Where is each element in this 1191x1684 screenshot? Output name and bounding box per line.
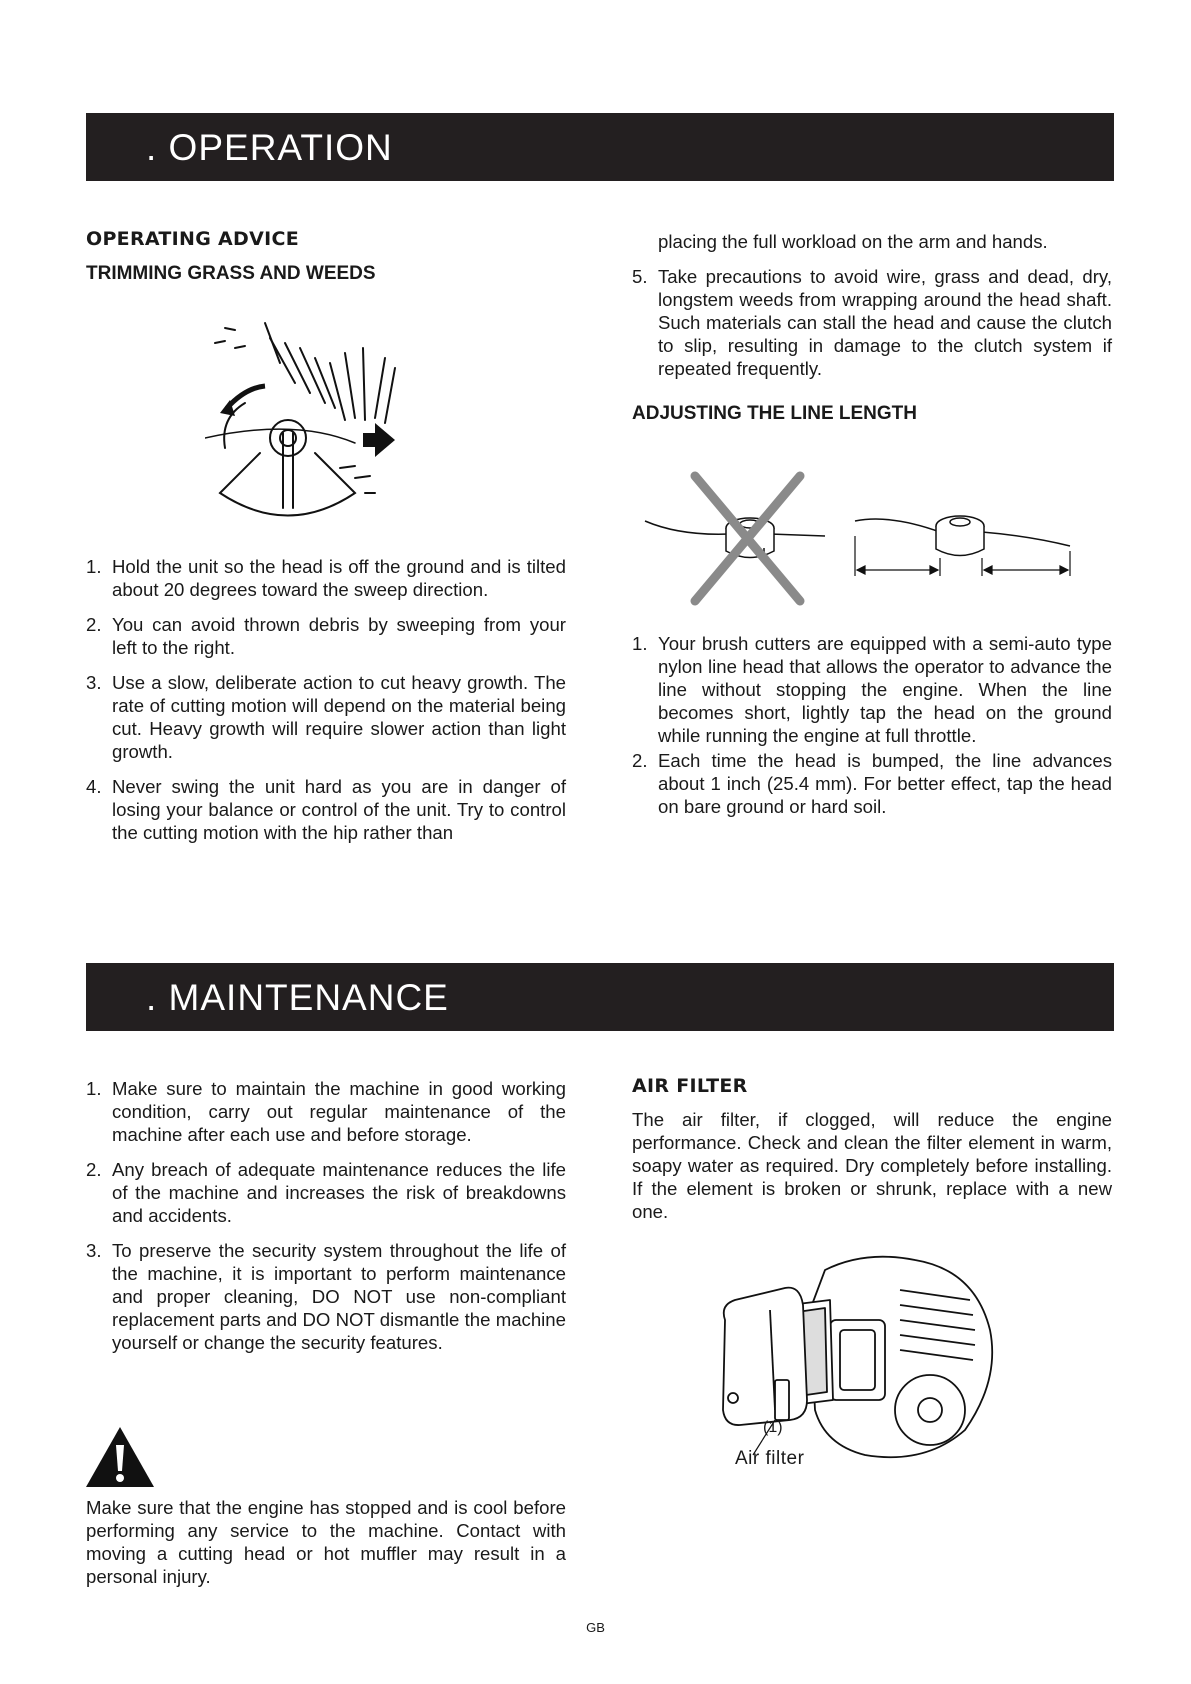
air-filter-illustration	[715, 1250, 1005, 1470]
line-length-list	[632, 632, 1112, 818]
warning-paragraph: Make sure that the engine has stopped and is cool before performing any service to the machine. Contact with moving a cutting head or hot muffler may result in a personal injury.	[86, 1497, 566, 1587]
list-item: 1. Your brush cutters are equipped with a semi-auto type nylon line head that allows the operator to advance the line without stopping the engine. When the line becomes short, lightly tap the head on the ground while running the engine at full throttle.	[632, 633, 1112, 746]
operation-left-list	[86, 555, 566, 844]
maintenance-title: . MAINTENANCE	[146, 977, 449, 1018]
page-footer: GB	[586, 1620, 605, 1635]
list-item: 4. Never swing the unit hard as you are in danger of losing your balance or control of the unit. Try to control the cutting motion with the hip rather than	[86, 776, 566, 843]
list-item: 1. Make sure to maintain the machine in good working condition, carry out regular maintenance of the machine after each use and before storage.	[86, 1078, 566, 1145]
list-item: 2. Each time the head is bumped, the line advances about 1 inch (25.4 mm). For better effect, tap the head on bare ground or hard soil.	[632, 750, 1112, 817]
operating-advice-heading: OPERATING ADVICE	[86, 228, 300, 250]
operation-section-bar	[86, 113, 1114, 181]
maintenance-right-column	[632, 1075, 1112, 1223]
operation-title: . OPERATION	[146, 127, 393, 168]
air-filter-heading: AIR FILTER	[632, 1075, 748, 1097]
line-length-illustration	[640, 466, 1080, 616]
figure-label: Air filter	[735, 1448, 805, 1469]
list-item: 3. Use a slow, deliberate action to cut heavy growth. The rate of cutting motion will depend on the material being cut. Heavy growth will require slower action than light growth.	[86, 672, 566, 762]
trimming-heading: TRIMMING GRASS AND WEEDS	[86, 263, 376, 284]
list-item: 1. Hold the unit so the head is off the ground and is tilted about 20 degrees toward the sweep direction.	[86, 556, 566, 600]
operation-right-column	[632, 230, 1112, 425]
maintenance-left-column	[86, 1077, 566, 1354]
trimming-illustration	[205, 308, 435, 533]
operation-left-column	[86, 228, 566, 285]
warning-icon	[84, 1425, 156, 1489]
figure-callout: (1)	[763, 1419, 783, 1436]
list-item: 3. To preserve the security system throughout the life of the machine, it is important to perform maintenance and proper cleaning, DO NOT use non-compliant replacement parts and DO NOT dismantle the machine yourself or change the security features.	[86, 1240, 566, 1353]
continuation-text: placing the full workload on the arm and hands.	[658, 231, 1048, 252]
list-item: 5. Take precautions to avoid wire, grass and dead, dry, longstem weeds from wrapping around the head shaft. Such materials can stall the head and cause the clutch to slip, resulting in damage to the clutch system if repeated frequently.	[632, 266, 1112, 379]
line-length-heading: ADJUSTING THE LINE LENGTH	[632, 403, 918, 424]
maintenance-section-bar	[86, 963, 1114, 1031]
list-item: 2. You can avoid thrown debris by sweeping from your left to the right.	[86, 614, 566, 658]
air-filter-paragraph: The air filter, if clogged, will reduce the engine performance. Check and clean the filter element in warm, soapy water as required. Dry completely before installing. If the element is broken or shrunk, replace with a new one.	[632, 1109, 1112, 1222]
list-item: 2. Any breach of adequate maintenance reduces the life of the machine and increases the risk of breakdowns and accidents.	[86, 1159, 566, 1226]
